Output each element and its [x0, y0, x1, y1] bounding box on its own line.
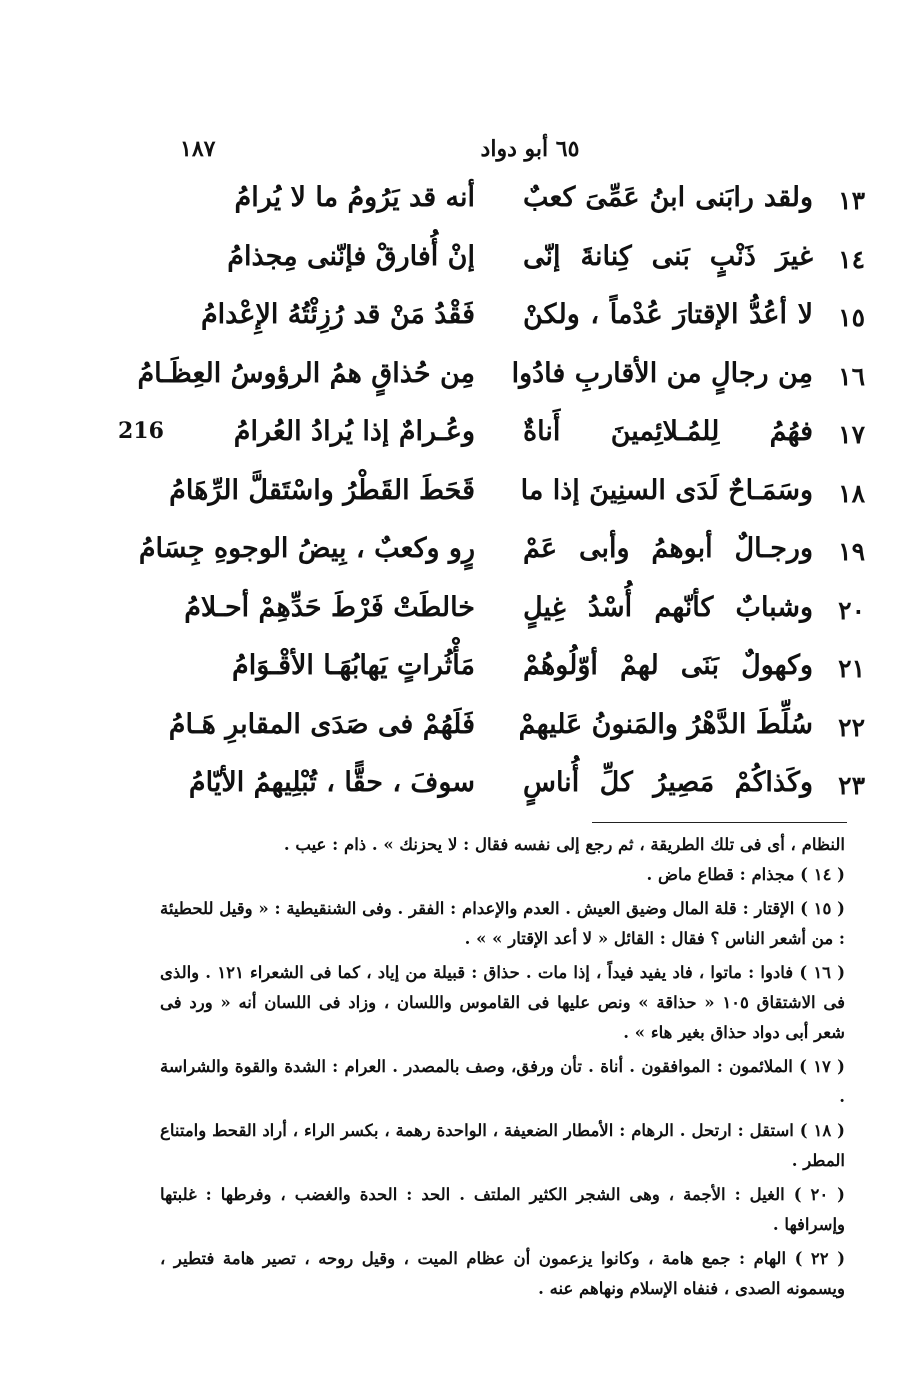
verse-number: ١٦: [838, 361, 865, 391]
verse-line: [185, 580, 865, 639]
verse-line: [138, 521, 865, 580]
footnote-divider: [592, 822, 847, 823]
first-hemistich: ورجـالٌ أبوهمُ وأبى عَمْ: [523, 533, 813, 564]
first-hemistich: غيرَ ذَنْبٍ بَنى كِنانةَ إنّى: [523, 240, 813, 272]
second-hemistich: فَقْدُ مَنْ قد رُزِئْتُهُ الإِعْدامُ: [200, 299, 475, 330]
second-hemistich: خالطَتْ فَرْطَ حَدِّهِمْ أحـلامُ: [184, 591, 475, 623]
verse-number: ١٩: [838, 537, 865, 566]
first-hemistich: وشبابٌ كأنّهم أُسْدُ غِيلٍ: [523, 591, 813, 623]
first-hemistich: وسَمَـاحٌ لَدَى السنِينَ إذا ما: [520, 474, 813, 506]
second-hemistich: وعُـرامٌ إذا يُرادُ العُرامُ: [233, 416, 475, 447]
first-hemistich: ولقد رابَنى ابنُ عَمِّىَ كعبٌ: [523, 182, 813, 213]
verse-number: ١٥: [838, 303, 865, 332]
footnote: ( ١٧ ) الملائمون : الموافقون . أناة . تأن ورفق، وصف بالمصدر . العرام : الشدة والقوة والشراسة .: [160, 1057, 845, 1106]
footnote: ( ٢٢ ) الهام : جمع هامة ، وكانوا يزعمون أن عظام الميت ، وقيل روحه ، تصير هامة فتطير ، ويسمونه الصدى ، فنفاه الإسلام ونهاهم عنه .: [160, 1249, 845, 1298]
verse-number: ١٨: [838, 478, 865, 508]
footnote: ( ١٨ ) استقل : ارتحل . الرهام : الأمطار الضعيفة ، الواحدة رهمة ، بكسر الراء ، أراد القحط وامتناع المطر .: [160, 1121, 845, 1170]
footnote: ( ١٥ ) الإقتار : قلة المال وضيق العيش . العدم والإعدام : الفقر . وفى الشنقيطية : « وقيل للحطيئة : من أشعر الناس ؟ فقال : القائل « لا أعد الإقتار » » .: [160, 899, 845, 948]
verse-line: [185, 229, 865, 288]
first-hemistich: وكهولٌ بَنَى لهمْ أوّلُوهُمْ: [523, 650, 813, 681]
first-hemistich: مِن رجالٍ من الأقاربِ فادُوا: [511, 357, 813, 389]
verse-line: [169, 463, 865, 522]
page-number: ١٨٧: [180, 136, 216, 162]
verse-line: [185, 638, 865, 697]
verse-number: ٢٢: [838, 712, 865, 742]
second-hemistich: مَأْثُراتٍ يَهابُهَـا الأقْـوَامُ: [232, 650, 475, 681]
first-hemistich: سُلِّطَ الدَّهْرُ والمَنونُ عَليهمْ: [518, 708, 813, 740]
running-title: ٦٥ أبو دواد: [480, 136, 580, 162]
verse-number: ١٤: [838, 244, 865, 274]
second-hemistich: رٍو وكعبٌ ، بِيضُ الوجوهِ جِسَامُ: [138, 533, 475, 564]
footnote: ( ١٦ ) فادوا : ماتوا ، فاد يفيد فيداً ، إذا مات . حذاق : قبيلة من إياد ، كما فى الشعراء ١٢١ . والذى فى الاشتقاق ١٠٥ « حذاقة » ونص عليها فى القاموس واللسان ، وزاد فى اللسان أنه « ورد فى شعر أبى دواد حذاق بغير هاء » .: [160, 963, 846, 1042]
verse-number: ٢٠: [838, 595, 865, 625]
verse-number: ١٣: [838, 186, 865, 215]
margin-page-number: 216: [118, 418, 164, 444]
first-hemistich: وكَذاكُمْ مَصِيرُ كلِّ أُناسٍ: [523, 767, 813, 798]
footnote: ( ١٤ ) مجذام : قطاع ماض .: [646, 865, 845, 884]
verse-line: [137, 346, 865, 405]
second-hemistich: سوفَ ، حقًّا ، تُبْلِيهمُ الأيّامُ: [188, 767, 475, 798]
first-hemistich: فهُمُ لِلمُـلائِمينَ أَناةٌ: [523, 416, 813, 447]
verse-number: ٢١: [838, 654, 865, 683]
verse-number: ٢٣: [838, 771, 865, 800]
footnote: ( ٢٠ ) الغيل : الأجمة ، وهى الشجر الكثير الملتف . الحد : الحدة والغضب ، وفرطها : غلبتها وإسرافها .: [160, 1185, 845, 1234]
verse-line: [185, 287, 865, 346]
verse-line: [185, 404, 865, 463]
second-hemistich: أنه قد يَرُومُ ما لا يُرامُ: [234, 182, 475, 213]
verse-line: [185, 755, 865, 814]
footnote: النظام ، أى فى تلك الطريقة ، ثم رجع إلى نفسه فقال : لا يحزنك » . ذام : عيب .: [283, 835, 845, 854]
second-hemistich: فَلَهُمْ فى صَدَى المقابرِ هَـامُ: [168, 708, 475, 740]
verse-number: ١٧: [838, 420, 865, 449]
second-hemistich: قَحَطَ القَطْرُ واسْتَقلَّ الرِّهَامُ: [169, 474, 475, 506]
verse-line: [168, 697, 865, 756]
verse-line: [185, 170, 865, 229]
second-hemistich: إنْ أُفارقْ فإنّنى مِجذامُ: [227, 240, 475, 272]
first-hemistich: لا أعُدُّ الإقتارَ عُدْماً ، ولكنْ: [523, 299, 813, 330]
second-hemistich: مِن حُذاقٍ همُ الرؤوسُ العِظَـامُ: [137, 357, 475, 389]
footnotes: [160, 830, 845, 1308]
